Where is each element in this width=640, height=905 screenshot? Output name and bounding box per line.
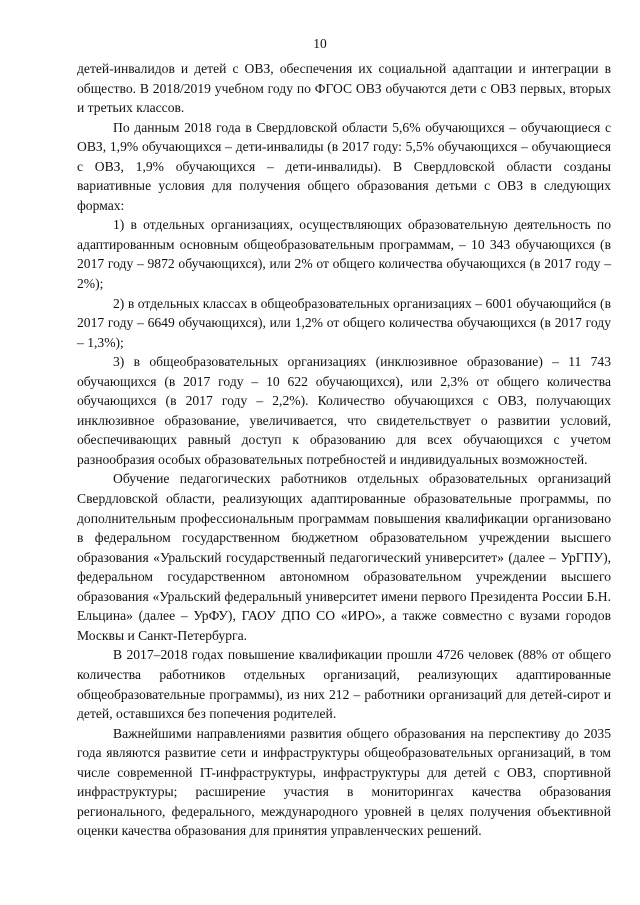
paragraph-qualification-2017-2018: В 2017–2018 годах повышение квалификации прошли 4726 человек (88% от общего количества работников отдельных организаций, реализующих адаптированные общеобразовательные программы), из них 212 – работники организаций для детей-сирот и детей, оставшихся без попечения родителей. xyxy=(77,647,611,722)
paragraph-form-separate-organizations: 1) в отдельных организациях, осуществляющих образовательную деятельность по адаптированным основным общеобразовательным программам, – 10 343 обучающихся (в 2017 году – 9872 обучающихся), или 2% от общего количества обучающихся (в 2017 году – 2%); xyxy=(77,217,611,292)
page-number: 10 xyxy=(313,36,327,51)
paragraph-form-separate-classes: 2) в отдельных классах в общеобразовательных организациях – 6001 обучающийся (в 2017 году – 6649 обучающихся), или 1,2% от общего количества обучающихся (в 2017 году – 1,3%); xyxy=(77,295,611,350)
paragraph-form-inclusive-education: 3) в общеобразовательных организациях (инклюзивное образование) – 11 743 обучающихся (в 2017 году – 10 622 обучающихся), или 2,3% от общего количества обучающихся (в 2017 году – 2,2%). Количество обучающихся с ОВЗ, получающих инклюзивное образование, увеличивается, что свидетельствует о развитии условий, обеспечивающих равный доступ к образованию для всех обучающихся с учетом разнообразия особых образовательных потребностей и индивидуальных возможностей. xyxy=(77,354,611,467)
paragraph-teacher-training: Обучение педагогических работников отдельных образовательных организаций Свердловской области, реализующих адаптированные образовательные программы, по дополнительным профессиональным программам повышения квалификации организовано в федеральном государственном бюджетном образовательном учреждении высшего образования «Уральский государственный педагогический университет» (далее – УрГПУ), федеральном государственном автономном образовательном учреждении высшего образования «Уральский федеральный университет имени первого Президента России Б.Н. Ельцина» (далее – УрФУ), ГАОУ ДПО СО «ИРО», а также совместно с вузами городов Москвы и Санкт-Петербурга. xyxy=(77,471,611,643)
document-body xyxy=(77,59,611,841)
paragraph-statistics-2018: По данным 2018 года в Свердловской области 5,6% обучающихся – обучающиеся с ОВЗ, 1,9% обучающихся – дети-инвалиды (в 2017 году: 5,5% обучающихся – обучающиеся с ОВЗ, 1,9% обучающихся – дети-инвалиды). В Свердловской области созданы вариативные условия для получения общего образования детьми с ОВЗ в следующих формах: xyxy=(77,119,611,213)
paragraph-development-directions-2035: Важнейшими направлениями развития общего образования на перспективу до 2035 года являются развитие сети и инфраструктуры общеобразовательных организаций, в том числе современной IT-инфраструктуры, инфраструктуры для детей с ОВЗ, спортивной инфраструктуры; расширение участия в мониторингах качества образования регионального, федерального, международного уровней в целях получения объективной оценки качества образования для принятия управленческих решений. xyxy=(77,725,611,839)
paragraph-continuation: детей-инвалидов и детей с ОВЗ, обеспечения их социальной адаптации и интеграции в общество. В 2018/2019 учебном году по ФГОС ОВЗ обучаются дети с ОВЗ первых, вторых и третьих классов. xyxy=(77,61,611,116)
